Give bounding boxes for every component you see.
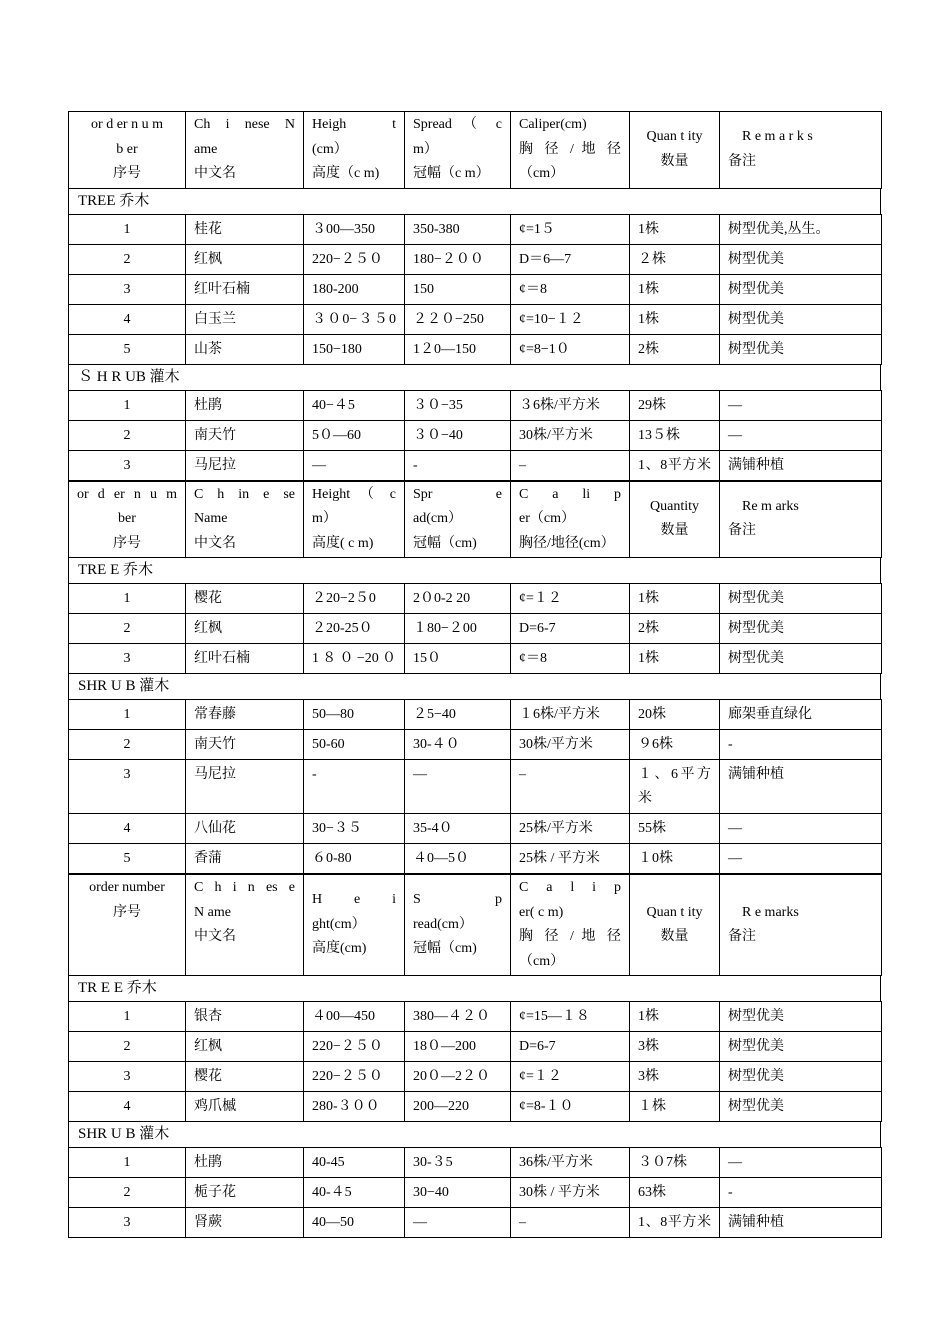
table-row: 4 八仙花 30−３５ 35-4０ 25株/平方米 55株 — xyxy=(69,814,882,844)
table-row: 2 红枫 220−２５０ 180−２００ D＝6—7 ２株 树型优美 xyxy=(69,244,882,274)
table-row: 3 红叶石楠 180-200 150 ¢＝8 1株 树型优美 xyxy=(69,274,882,304)
header-chinese-name: Ch i nese N ame 中文名 xyxy=(186,112,304,189)
header-chinese-name: C h i n es e N ame 中文名 xyxy=(186,875,304,976)
header-spread: Spread （ c m） 冠幅（c m） xyxy=(405,112,511,189)
header-order-number: order number 序号 xyxy=(69,875,186,976)
section-label-shrub: SHR U B 灌木 xyxy=(68,674,881,699)
table-row: 3 樱花 220−２５０ 20０—2２０ ¢=１２ 3株 树型优美 xyxy=(69,1062,882,1092)
table-row: 5 香蒲 ６0-80 ４0—5０ 25株 / 平方米 １0株 — xyxy=(69,844,882,874)
table-row: 1 常春藤 50—80 ２5−40 １6株/平方米 20株 廊架垂直绿化 xyxy=(69,700,882,730)
table-row: 2 栀子花 40-４5 30−40 30株 / 平方米 63株 - xyxy=(69,1178,882,1208)
section-label-tree: TREE 乔木 xyxy=(68,189,881,214)
header-caliper: C a li p er（cm） 胸径/地径(cm） xyxy=(511,481,630,558)
table-row: 4 鸡爪槭 280-３００ 200—220 ¢=8-１０ １株 树型优美 xyxy=(69,1092,882,1122)
header-quantity: Quantity 数量 xyxy=(630,481,720,558)
header-chinese-name: C h in e se Name 中文名 xyxy=(186,481,304,558)
table-row: 2 南天竹 5０—60 ３０−40 30株/平方米 13５株 — xyxy=(69,420,882,450)
table-row: 1 杜鹃 40-45 30-３5 36株/平方米 ３０7株 — xyxy=(69,1148,882,1178)
header-remarks: R e marks 备注 xyxy=(720,875,882,976)
header-order-number: or d er n u m ber 序号 xyxy=(69,481,186,558)
table-tree-1 xyxy=(68,214,882,365)
header-row xyxy=(69,875,882,976)
header-table-2 xyxy=(68,481,882,559)
header-table-1 xyxy=(68,111,882,189)
table-row: 3 马尼拉 — - – 1、8平方米 满铺种植 xyxy=(69,450,882,480)
header-order-number: or d er n u m b er 序号 xyxy=(69,112,186,189)
header-remarks: R e m a r k s 备注 xyxy=(720,112,882,189)
header-quantity: Quan t ity 数量 xyxy=(630,112,720,189)
section-label-tree: TR E E 乔木 xyxy=(68,976,881,1001)
header-spread: Spr e ad(cm） 冠幅（cm) xyxy=(405,481,511,558)
table-shrub-3 xyxy=(68,1147,882,1238)
table-row: 1 桂花 ３00—350 350-380 ¢=1５ 1株 树型优美,丛生。 xyxy=(69,214,882,244)
header-height: H e i ght(cm） 高度(cm) xyxy=(304,875,405,976)
table-row: 2 南天竹 50-60 30-４０ 30株/平方米 ９6株 - xyxy=(69,730,882,760)
header-height: Heigh t (cm） 高度（c m) xyxy=(304,112,405,189)
table-row: 3 马尼拉 - — – １、6平方米 满铺种植 xyxy=(69,760,882,814)
header-table-3 xyxy=(68,874,882,976)
plant-schedule-document xyxy=(68,111,881,1238)
table-shrub-1 xyxy=(68,390,882,481)
header-spread: S p read(cm） 冠幅（cm) xyxy=(405,875,511,976)
header-caliper: Caliper(cm) 胸 径 / 地 径 （cm） xyxy=(511,112,630,189)
header-remarks: Re m arks 备注 xyxy=(720,481,882,558)
section-label-tree: TRE E 乔木 xyxy=(68,558,881,583)
table-row: 1 银杏 ４00—450 380—４２０ ¢=15—１８ 1株 树型优美 xyxy=(69,1002,882,1032)
table-tree-2 xyxy=(68,583,882,674)
table-row: 3 肾蕨 40—50 — – 1、8平方米 满铺种植 xyxy=(69,1208,882,1238)
table-row: 3 红叶石楠 1８０−20０ 15０ ¢＝8 1株 树型优美 xyxy=(69,644,882,674)
section-label-shrub: Ｓ H R UB 灌木 xyxy=(68,365,881,390)
header-row xyxy=(69,112,882,189)
table-shrub-2 xyxy=(68,699,882,874)
header-row xyxy=(69,481,882,558)
table-row: 5 山茶 150−180 1２0—150 ¢=8−1０ 2株 树型优美 xyxy=(69,334,882,364)
table-row: 1 杜鹃 40−４5 ３０−35 ３6株/平方米 29株 — xyxy=(69,390,882,420)
table-row: 2 红枫 ２20-25０ １80−２00 D=6-7 2株 树型优美 xyxy=(69,614,882,644)
header-caliper: C a l i p er( c m) 胸 径 / 地 径 （cm） xyxy=(511,875,630,976)
header-quantity: Quan t ity 数量 xyxy=(630,875,720,976)
section-label-shrub: SHR U B 灌木 xyxy=(68,1122,881,1147)
header-height: Height （ c m） 高度( c m) xyxy=(304,481,405,558)
table-row: 1 樱花 ２20−2５0 2０0-2 20 ¢=１２ 1株 树型优美 xyxy=(69,584,882,614)
table-row: 2 红枫 220−２５０ 18０—200 D=6-7 3株 树型优美 xyxy=(69,1032,882,1062)
table-tree-3 xyxy=(68,1001,882,1122)
table-row: 4 白玉兰 ３０0−３５0 ２２０−250 ¢=10−１２ 1株 树型优美 xyxy=(69,304,882,334)
